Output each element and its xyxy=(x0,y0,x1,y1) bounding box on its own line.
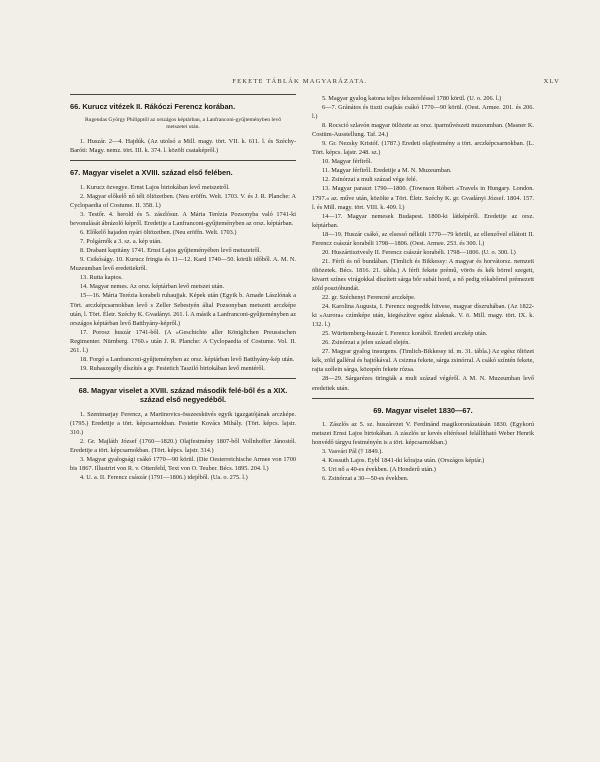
list-item: 5. Magyar gyalog katona teljes felszereléssel 1780 körül. (U. o. 206. l.) xyxy=(322,95,502,102)
list-item: 27. Magyar gyalog insurgens. (Timlich-Bikkessy id. m. 31. tábla.) Az egész öltözet kék, zöld galléral és hajtókával. A csizma fekete, sárga zsinórral. A csákó színtén fekete, rajta szélein sárga, közepén fekete rózsa. xyxy=(312,348,534,374)
list-item: 1. Szentmarjay Ferencz, a Martinovics-összeesküvés egyik igazgatójának arczképe. (1795.) Eredetije a tört. képcsarnokban. Festette Kovács Mihály. (Tört. képcs. lajstr. 310.) xyxy=(70,410,296,436)
list-item: 8. Drabant kapitány 1741. Ernst Lajos gyűjteményében levő metszetről. xyxy=(80,247,261,255)
list-item: 18—19. Huszár csákó, az elsessó nélküli 1770—79 körüli, az ellenzővel ellátott II. Ferencz császár korabéli 1798—1806. (Oest. Armee. 253. és 300. l.) xyxy=(312,230,534,247)
section-66-title: 66. Kurucz vitézek II. Rákóczi Ferencz korában. xyxy=(70,102,236,111)
section-68-title: 68. Magyar viselet a XVIII. század második felé-ből és a XIX. század első negyedéből. xyxy=(78,385,288,405)
list-item: 19. Ruhaszegély díszítés a gr. Festetich Tasziló birtokában levő mentéről. xyxy=(80,364,265,372)
list-item: 12. Zsinórzat a mult század vége felé. xyxy=(322,176,418,184)
list-item: 21. Férfi és nő bundában. (Timlich és Bikkessy: A magyar és horvátorsz. nemzeti öltözetek. Bécs. 1816. 21. tábla.) A férfi fekete prémű, vörös és kék börrel szegett, kivarrt színes virágokkal díszített sárga bőr subát hord, a nő pedig rókabőrrel prémezett zöld posztóbundát. xyxy=(312,257,534,292)
list-item: 11. Magyar férfiről. Eredetije a M. N. Muzeumban. xyxy=(322,167,452,175)
list-item: 6—7. Gránátos és tiszti csajkás csákó 1770—90 körül. (Oest. Armee. 201. és 206. l.) xyxy=(312,104,534,121)
list-item: 1. Kurucz özvegye. Ernst Lajos birtokában levő metszetről. xyxy=(80,183,230,191)
list-item: 17. Porosz huszár 1741-ből. (A »Geschichte aller Königlichen Preussischen Regimenter. Nürnberg. 1760.« után J. R. Planche: A Cyclopaedia of Costume. Vol. II. 261. l.) xyxy=(70,328,296,354)
list-item: 1. Huszár. 2—4. Hajdúk. (Az utolsó a Mill. magy. tört. VII. k. 611. l. és Széchy-Baróti: Magy. nemz. tört. III. k. 374. l. közölt csataképről.) xyxy=(70,138,296,155)
list-item: 3. Testőr. 4. herold és 5. zászlósur. A Mária Terézia Pozsonyba való 1741-ki bevonulását ábrázoló képről. Eredetije a Lanfranconi-gyűjteményben az orsz. képtárban. xyxy=(70,211,296,228)
section-67-title: 67. Magyar viselet a XVIII. század első felében. xyxy=(70,168,233,178)
page-number: XLV xyxy=(543,78,560,85)
list-item: 14. Magyar nemes. Az orsz. képtárban levő metszet után. xyxy=(80,283,225,291)
list-item: 5. Uri nő a 40-es években. (A Honderű után.) xyxy=(322,466,436,474)
section-divider xyxy=(70,160,296,161)
section-divider xyxy=(70,378,296,379)
list-item: 3. Vasvári Pál († 1849.). xyxy=(322,448,383,456)
list-item: 4. Kossuth Lajos. Eybl 1841-iki kőrajza után. (Országos képtár.) xyxy=(322,457,485,465)
list-item: 14—17. Magyar nemesek Budapest. 1800-ki látképéről. Eredetije az orsz. képtárban. xyxy=(312,212,534,229)
header-title: FEKETE TÁBLÁK MAGYARÁZATA. xyxy=(232,78,368,85)
list-item: 9. Gr. Nezsky Kristóf. (1787.) Eredeti olajfestmény a tört. arczképcsarnokban. (L. Tört. képcs. lajstr. 248. sz.) xyxy=(312,140,534,157)
list-item: 6. Zsinórzat a 30—50-es években. xyxy=(322,475,409,483)
list-item: 18. Forgó a Lanfranconi-gyűjteményben az orsz. képtárban levő Batthyány-kép után. xyxy=(80,355,295,363)
right-column xyxy=(312,94,534,483)
section-divider xyxy=(312,398,534,399)
list-item: 9. Csikóságy. 10. Kurucz fringiа és 11—12. Kard 1740—50. körüli időből. A. M. N. Muzeumban levő eredetiekről. xyxy=(70,256,296,273)
list-item: 2. Magyar előkelő nő téli öltözetben. (Neu eröffn. Welt. 1703. V. és J. R. Planche: A Cyclopaedia of Costume. II. 358. l.) xyxy=(70,192,296,209)
list-item: 24. Karolina Augusta, I. Ferencz negyedik hitvese, magyar díszruhában. (Az 1822-ki »Aurora« czímképe után, kiegészítve egész alaknak. V. ö. Mill. magy. tört. IX. k. 132. l.) xyxy=(312,303,534,329)
list-item: 8. Rocsció szlavón magyar ötlözete az orsz. iparművészeti muzeumban. (Masner K. Costüm-Ausstellung. Taf. 24.) xyxy=(312,122,534,139)
section-69-title: 69. Magyar viselet 1830—67. xyxy=(373,405,473,415)
section-66-intro: Rugendas György Philipptől az országos képtárban, a Lanfranconi-gyűjteményben levő metszetei után. xyxy=(84,116,282,130)
section-divider xyxy=(70,94,296,95)
list-item: 13. Rutta kaptos. xyxy=(80,274,123,282)
list-item: 10. Magyar férfiről. xyxy=(322,158,373,166)
list-item: 25. Württemberg-huszár I. Ferencz korából. Eredeti arczkép után. xyxy=(322,330,488,338)
list-item: 3. Magyar gyalogsági csákó 1770—90 körül. (Die Oesterreichische Armee von 1700 bis 1867. Illustrirt von R. v. Ottenfeld, Text von O. Teuber. Bécs. 1895. 204. l.) xyxy=(70,456,296,473)
list-item: 2. Gr. Majláth József (1760—1820.) Olajfestmény 1807-ből Vollnhoffer Jánostól. Eredetije a tört. képcsarnokban. (Tört. képcs. lajstr. 314.) xyxy=(70,438,296,455)
list-item: 4. U. a. II. Ferencz császár (1791—1806.) idejéből. (Ua. o. 275. l.) xyxy=(80,474,248,482)
list-item: 28—29. Sárgarézes tiringiák a mult század végéről. A M. N. Muzeumban levő eredetiek után. xyxy=(312,375,534,392)
left-column xyxy=(70,94,296,482)
list-item: 15—16. Mária Terézia korabeli ruhaujjak. Képek után (Egyik b. Amade Lászlónak a Tört. arczképcsarnokban levő s Zeller Sebestyén által Pozsonyban metszett arczképe után, l. Tört. Életr. Széchy K. Gvadányi. 261. l. A másik a Lanfranconi-gyűjteményben az országos képtárban levő Batthyány-képről.) xyxy=(70,292,296,327)
list-item: 26. Zsinórzat a jelen század elején. xyxy=(322,339,410,347)
list-item: 20. Huszártisztvesly II. Ferencz császár korabéli. 1798—1806. (U. o. 300. l.) xyxy=(322,248,516,256)
list-item: 7. Polgárnők a 3. sz. a. kép után. xyxy=(80,238,162,246)
list-item: 1. Zászlós az 5. sz. huszárezet V. Ferdinánd magikoronázatásán 1830. (Egykorú metszet Ernst Lajos birtokában. A zászlós ur kevés eltéréssel felállítható Weber Henrik honvédő tárgyu festményén is a tört. képcsarnokban.) xyxy=(312,421,534,447)
list-item: 13. Magyar paraszt 1790—1800. (Townson Róbert »Travels in Hungary. London. 1797.« az. műve után, közölte a Tört. Életr. Széchy K. gr. Gvadányi József. 1804. 157. l. és Mill. magy. tört. VIII. k. 409. l.) xyxy=(312,185,534,211)
list-item: 6. Előkelő hajadon nyári öltözetben. (Neu eröffn. Welt. 1703.) xyxy=(80,229,237,237)
list-item: 22. gr. Széchenyi Ferencné arczképe. xyxy=(322,294,416,302)
